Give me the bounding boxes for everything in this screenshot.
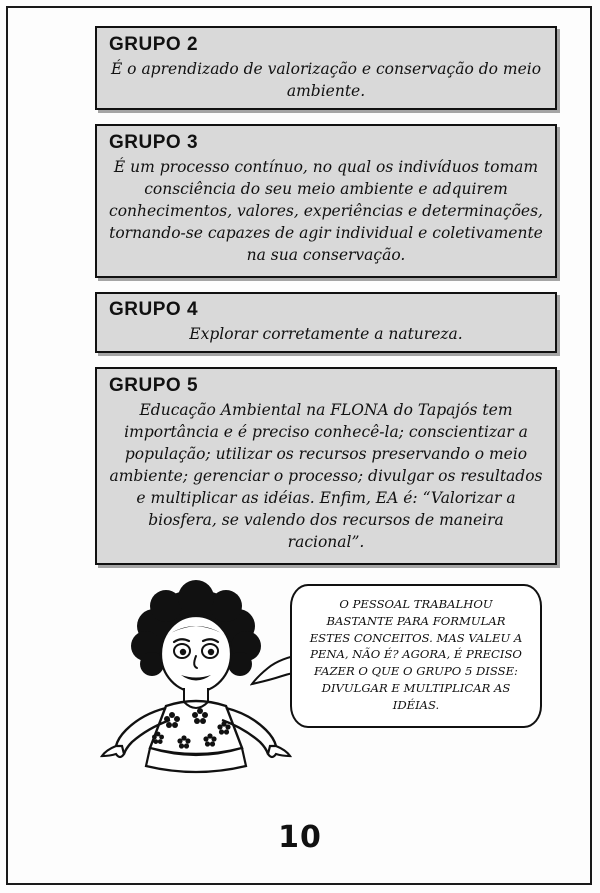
speech-bubble-text: O PESSOAL TRABALHOU BASTANTE PARA FORMULAR ESTES CONCEITOS. MAS VALEU A PENA, NÃO É? AGORA, É PRECISO FAZER O QUE O GRUPO 5 DISSE: DIVULGAR E MULTIPLICAR AS IDÉIAS. [309,597,523,712]
group-box-3 [95,124,557,278]
group-box-4 [95,292,557,353]
illustration-area [0,570,600,830]
group-box-5-text: Educação Ambiental na FLONA do Tapajós tem importância e é preciso conhecê-la; conscientizar a população; utilizar os recursos preservando o meio ambiente; gerenciar o processo; divulgar os resultados e multiplicar as idéias. Enfim, EA é: “Valorizar a biosfera, se valendo dos recursos de maneira racional”. [109,401,543,551]
group-boxes-container [95,26,557,579]
cartoon-woman-illustration [96,580,296,820]
group-box-4-title: GRUPO 4 [109,299,199,320]
group-box-3-text: É um processo contínuo, no qual os indivíduos tomam consciência do seu meio ambiente e adquirem conhecimentos, valores, experiências e determinações, tornando-se capazes de agir individual e coletivamente na sua conservação. [109,158,543,264]
group-box-2 [95,26,557,110]
group-box-4-text: Explorar corretamente a natureza. [189,325,463,343]
page-number: 10 [278,820,322,855]
group-box-2-text: É o aprendizado de valorização e conservação do meio ambiente. [110,60,542,100]
group-box-5 [95,367,557,565]
group-box-3-title: GRUPO 3 [109,132,199,153]
speech-bubble [290,584,542,728]
group-box-5-title: GRUPO 5 [109,375,199,396]
group-box-2-title: GRUPO 2 [109,34,199,55]
